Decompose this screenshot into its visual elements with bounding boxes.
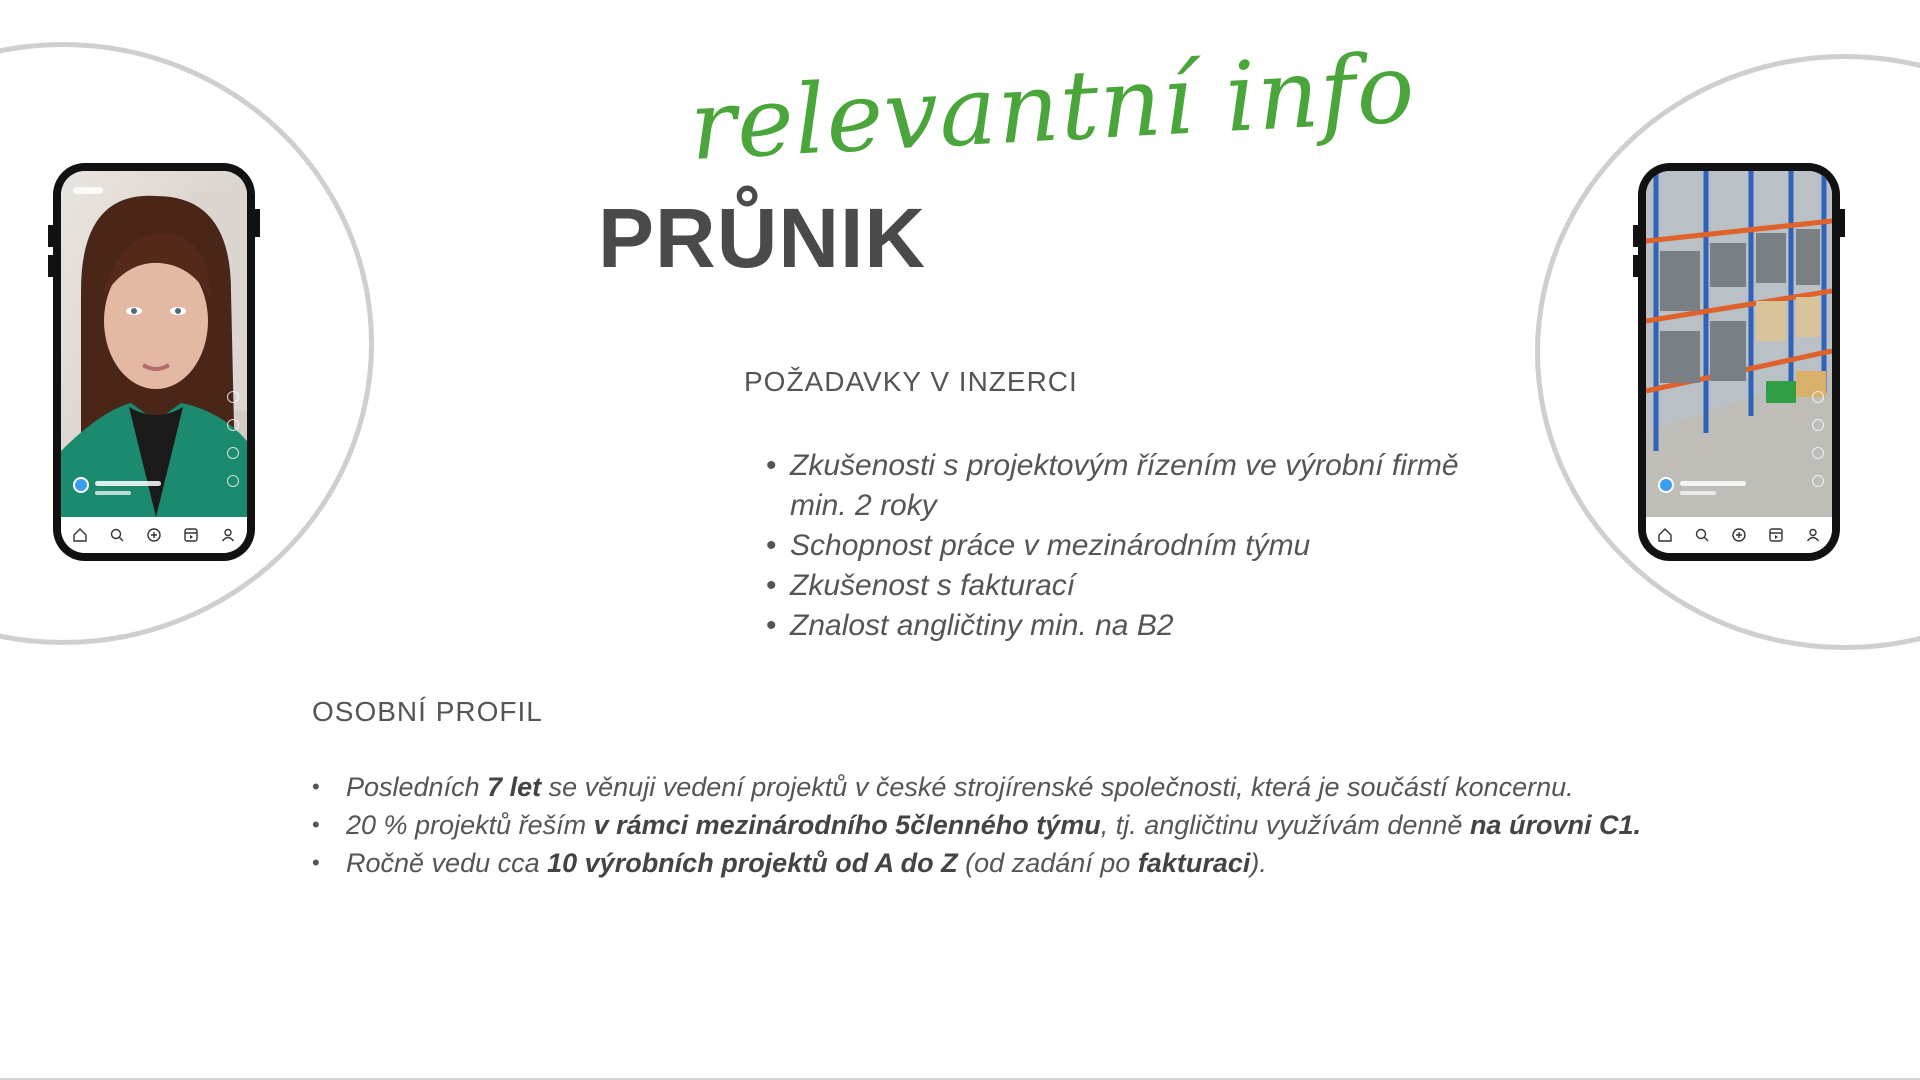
profile-heading: OSOBNÍ PROFIL — [312, 696, 543, 727]
plus-icon — [146, 527, 162, 543]
comment-icon — [1812, 419, 1824, 431]
status-pill — [73, 187, 103, 194]
bold-text: 10 výrobních projektů od A do Z — [547, 848, 958, 878]
text: Ročně vedu cca — [346, 848, 548, 878]
username-placeholder — [95, 481, 161, 486]
bottom-navbar — [61, 517, 247, 553]
caption-placeholder — [1680, 491, 1716, 495]
username-placeholder — [1680, 481, 1746, 486]
side-action-icons — [227, 391, 239, 487]
phone-screen — [61, 171, 247, 553]
bold-text: fakturaci — [1137, 848, 1251, 878]
home-icon — [1657, 527, 1673, 543]
phone-screen — [1646, 171, 1832, 553]
page-title: PRŮNIK — [598, 191, 927, 285]
share-icon — [227, 447, 239, 459]
share-icon — [1812, 447, 1824, 459]
reels-icon — [183, 527, 199, 543]
text: ). — [1250, 848, 1267, 878]
text: , tj. angličtinu využívám denně — [1100, 810, 1470, 840]
plus-icon — [1731, 527, 1747, 543]
requirements-list — [766, 446, 1466, 646]
search-icon — [1694, 527, 1710, 543]
save-icon — [1812, 475, 1824, 487]
warehouse-photo — [1646, 171, 1832, 517]
reels-icon — [1768, 527, 1784, 543]
text: se věnuji vedení projektů v české strojírenské společnosti, která je součástí koncernu. — [541, 772, 1574, 802]
requirements-heading: POŽADAVKY V INZERCI — [744, 366, 1078, 397]
phone-mockup-left — [53, 163, 255, 561]
side-action-icons — [1812, 391, 1824, 487]
list-item — [312, 768, 1772, 806]
list-item: • Zkušenost s fakturací — [766, 566, 1466, 606]
list-item — [312, 806, 1772, 844]
avatar — [73, 477, 89, 493]
bold-text: v rámci mezinárodního 5členného týmu — [593, 810, 1101, 840]
text: 20 % projektů řeším — [346, 810, 594, 840]
search-icon — [109, 527, 125, 543]
list-item: • Zkušenosti s projektovým řízením ve výrobní firmě min. 2 roky — [766, 446, 1466, 526]
caption-placeholder — [95, 491, 131, 495]
list-item — [312, 844, 1772, 882]
list-item: • Znalost angličtiny min. na B2 — [766, 606, 1466, 646]
save-icon — [227, 475, 239, 487]
profile-icon — [220, 527, 236, 543]
script-heading: relevantní info — [687, 32, 1418, 182]
text: (od zadání po — [957, 848, 1138, 878]
home-icon — [72, 527, 88, 543]
phone-mockup-right — [1638, 163, 1840, 561]
bold-text: na úrovni C1. — [1469, 810, 1641, 840]
bottom-navbar — [1646, 517, 1832, 553]
bold-text: 7 let — [487, 772, 542, 802]
portrait-photo — [61, 171, 247, 517]
comment-icon — [227, 419, 239, 431]
list-item: • Schopnost práce v mezinárodním týmu — [766, 526, 1466, 566]
avatar — [1658, 477, 1674, 493]
like-icon — [1812, 391, 1824, 403]
profile-list — [312, 768, 1772, 882]
text: Posledních — [346, 772, 488, 802]
profile-icon — [1805, 527, 1821, 543]
like-icon — [227, 391, 239, 403]
